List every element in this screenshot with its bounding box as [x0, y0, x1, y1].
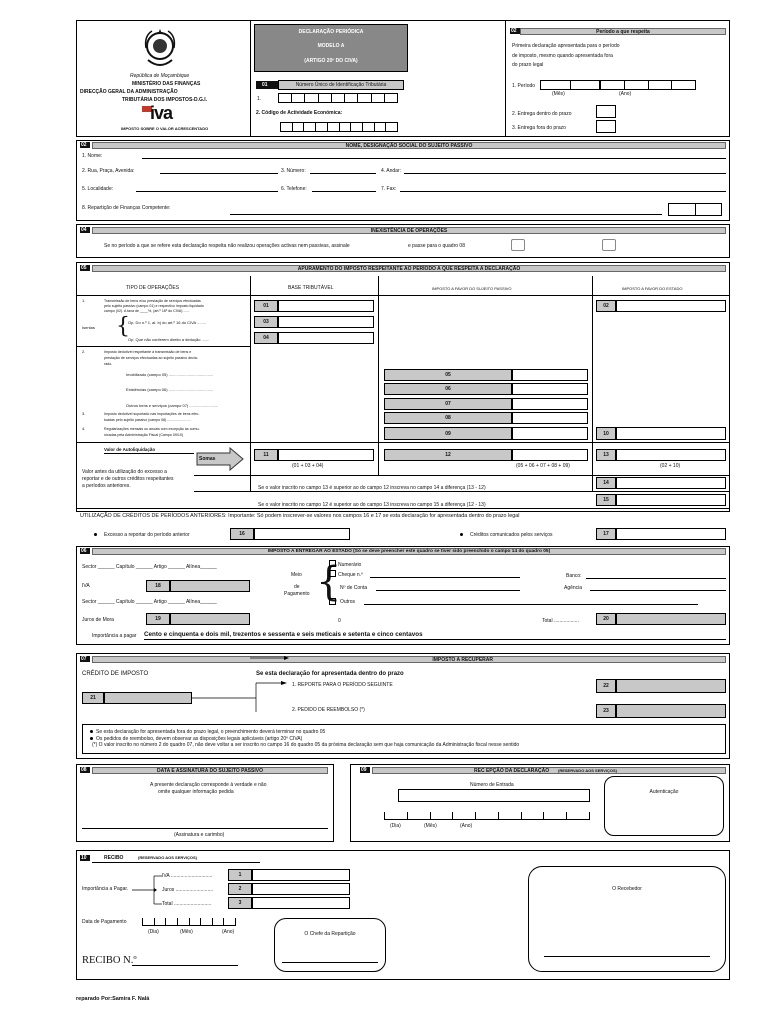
agencia-label: Agência [564, 585, 583, 591]
cae-input[interactable] [280, 122, 398, 132]
section-02-tag: 02 [80, 142, 90, 148]
s05-col-line-1 [250, 276, 251, 491]
op2-line-b: prestação de serviços efectuadas ao sujeito passivo decla- [104, 356, 198, 360]
section-05-tag: 05 [80, 265, 90, 271]
credits-comm-label: Créditos comunicados pelos serviços [470, 532, 553, 538]
field-09-input[interactable] [512, 427, 588, 440]
locality-label: 5. Localidade: [82, 186, 114, 192]
period-text-1: Primeira declaração apresentada para o período [512, 43, 620, 49]
meio-label-2: de [294, 584, 300, 590]
section-09-title-sub: (RESERVADO AOS SERVIÇOS) [558, 768, 617, 773]
state-emblem-icon [142, 26, 178, 70]
field-14-tag: 14 [596, 477, 616, 489]
credits-text: UTILIZAÇÃO DE CRÉDITOS DE PERÍODOS ANTERIORES: Importante: Só podem inscrever-se valores nos campos 16 e 17 se esta declaração for apresentada dentro do prazo legal [80, 513, 520, 519]
reception-month: (Mês) [424, 823, 437, 829]
field-15-tag: 15 [596, 494, 616, 506]
importancia-value: Cento e cinquenta e dois mil, trezentos e sessenta e seis meticais e setenta e cinco centavos [144, 631, 423, 638]
iva-label: IVA [82, 583, 90, 589]
chefe-label: O Chefe da Repartição [304, 931, 356, 937]
signature-label: (Assinatura e carimbo) [174, 832, 225, 838]
iva-logo: iva [150, 103, 173, 123]
outros-label: Outros [340, 599, 356, 605]
payment-date-input[interactable] [142, 918, 236, 926]
chefe-sign-line [282, 962, 378, 963]
op4-line-a: Regularizações mensais ou anuais com excepção às comu- [104, 427, 200, 431]
excess-text-1: Valor antes da utilização do excesso a [82, 469, 167, 475]
op-isenta-1: Op. Do n.º 1, al. b) do art.º 16 do CIVA ........ [128, 320, 206, 325]
s05-col-line-3 [592, 276, 593, 491]
section-07-title: IMPOSTO A RECUPERAR [92, 656, 726, 663]
field-06-input[interactable] [512, 383, 588, 395]
recibo-number-input[interactable] [132, 965, 238, 966]
number-input[interactable] [310, 173, 376, 174]
sum-11-formula: (01 + 03 + 04) [292, 463, 324, 469]
reembolso-option: 2. PEDIDO DE REEMBOLSO (*) [292, 707, 365, 713]
payment-month: (Mês) [180, 929, 193, 935]
field-05-tag: 05 [384, 369, 512, 381]
outros-checkbox[interactable] [329, 598, 336, 605]
recibo-field-3-tag: 3 [228, 897, 252, 909]
auth-label: Autenticação [649, 789, 679, 795]
reception-day: (Dia) [390, 823, 401, 829]
field-04-tag: 04 [254, 332, 278, 344]
nuit-label: Número Único de Identificação Tributária [295, 82, 387, 88]
declaration-text-2: omite qualquer informação pedida [158, 789, 234, 795]
recibo-number-label: RECIBO N.º [82, 955, 137, 966]
excess-text-3: a períodos anteriores. [82, 483, 131, 489]
field-06-tag: 06 [384, 383, 512, 395]
name-label: 1. Nome: [82, 153, 103, 159]
field-19-input[interactable] [170, 613, 250, 625]
field-03-input[interactable] [278, 316, 374, 328]
period-title: Período a que respeita [596, 29, 650, 35]
meio-brace: { [316, 559, 342, 605]
op-isenta-2: Op. Que não conferem direito a dedução ....... [128, 337, 210, 342]
field-20-tag: 20 [596, 613, 616, 625]
field-20-input[interactable] [616, 613, 726, 625]
field-10-input[interactable] [616, 427, 726, 440]
field-18-input[interactable] [170, 580, 250, 592]
field-05-input[interactable] [512, 369, 588, 381]
reception-year: (Ano) [460, 823, 473, 829]
no-operations-text: Se no período a que se refere esta declaração respeita não realizou operações activas nem passivas, assinale [104, 243, 350, 249]
importancia-line [144, 639, 726, 640]
cheque-label: Cheque n.º [338, 572, 363, 578]
recibo-field-3-input[interactable] [252, 897, 350, 909]
period-year-label: (Ano) [619, 91, 632, 97]
isentas-label: Isentas [82, 325, 95, 330]
field-08-tag: 08 [384, 412, 512, 424]
field-12-tag: 12 [384, 449, 512, 461]
field-03-tag: 03 [254, 316, 278, 328]
recebedor-label: O Recebedor [612, 886, 642, 892]
reception-date-input[interactable] [384, 812, 590, 820]
sum-12-formula: (05 + 06 + 07 + 08 + 09) [516, 463, 570, 469]
banco-input[interactable] [586, 578, 726, 579]
s05-row-line-4 [194, 491, 730, 492]
cae-label: 2. Código de Actividade Económica: [256, 110, 343, 116]
in-time-checkbox[interactable] [596, 105, 616, 118]
section-07-tag: 07 [80, 656, 90, 662]
period-year-input[interactable] [600, 80, 696, 90]
office-code-input[interactable] [668, 203, 722, 216]
direction-line-1: DIRECÇÃO GERAL DA ADMINISTRAÇÃO [80, 89, 178, 95]
s05-row-line-3 [194, 475, 730, 476]
section-04-tag: 04 [80, 227, 90, 233]
note-3: (*) O valor inscrito no número 2 do quadro 07, não deve voltar a ser inscrito no campo 16 do quadro 05 da próxima declaração sem que haja comunicação da Administração fiscal nesse sentido [92, 742, 520, 748]
field-15-input[interactable] [616, 494, 726, 506]
somas-label: Somas [199, 456, 216, 462]
credito-label: CRÉDITO DE IMPOSTO [82, 671, 149, 677]
note-2: Os pedidos de reembolso, devem observar as disposições legais aplicáveis (artigo 20º CIVA) [96, 736, 303, 742]
field-17-tag: 17 [596, 528, 616, 540]
zero-value: 0 [338, 618, 341, 624]
recibo-field-2-input[interactable] [252, 883, 350, 895]
no-operations-text-2: e passe para o quadro 08 [408, 243, 465, 249]
op3-line-a: Imposto dedutível suportado nas importações de bens efec- [104, 412, 200, 416]
entrada-label: Número de Entrada [470, 782, 514, 788]
out-time-checkbox[interactable] [596, 120, 616, 133]
field-18-tag: 18 [146, 580, 170, 592]
entrada-input[interactable] [398, 789, 590, 802]
credito-condition: Se esta declaração for apresentada dentro do prazo [256, 671, 404, 677]
fax-label: 7. Fax: [381, 186, 397, 192]
field-11-tag: 11 [254, 449, 278, 461]
s05-col-line-2 [378, 276, 379, 475]
op1-line-c: campo (02). A taxa de ____%, (art.º 16º do CIVA) ...... [104, 309, 190, 313]
importancia-pagar-label: Importância a Pagar. [82, 886, 129, 892]
nuit-tag: 01 [256, 81, 278, 89]
recibo-total-label: Total ........................... [162, 901, 212, 907]
period-text-3: do prazo legal [512, 62, 544, 68]
field-04-input[interactable] [278, 332, 374, 344]
number-label: 3. Número: [281, 168, 306, 174]
section-06-title: IMPOSTO A ENTREGAR AO ESTADO (Só se deve preencher este quadro se tiver sido preenchido o campo 14 do quadro 05) [92, 548, 726, 555]
excess-prev-label: Excesso a reportar do período anterior [104, 532, 190, 538]
outros-bens-label: Outros bens e serviços (campo 07) .......................... [126, 403, 219, 408]
header-divider-1 [250, 20, 251, 137]
field-22-input[interactable] [616, 679, 726, 693]
outros-input[interactable] [364, 604, 698, 605]
s05-header-line [76, 295, 730, 296]
cheque-input[interactable] [370, 577, 520, 578]
field-23-tag: 23 [596, 704, 616, 718]
op4-line-b: nicadas pela Administração Fiscal (Campo 09/10) [104, 433, 184, 437]
section-07-marker-icon [250, 655, 290, 661]
field-17-input[interactable] [616, 528, 726, 540]
period-month-label: (Mês) [552, 91, 565, 97]
conta-label: Nº de Conta [340, 585, 368, 591]
numerario-label: Numerário [338, 562, 362, 568]
title-line-2: MODELO A [317, 43, 345, 49]
op3-line-b: tuadas pelo sujeito passivo (campo 08) ........................ [104, 418, 192, 422]
note-1-bullet [90, 730, 93, 733]
floor-input[interactable] [404, 173, 726, 174]
street-input[interactable] [160, 173, 278, 174]
field-13-input[interactable] [616, 449, 726, 461]
op2-line-a: Imposto dedutível respeitante à transmissão de bens e [104, 350, 192, 354]
sector-line-2: Sector ______ Capítulo ______ Artigo ______ Alínea______ [82, 599, 217, 605]
chefe-box[interactable] [274, 918, 386, 972]
isentas-brace: { [116, 314, 130, 339]
field-10-tag: 10 [596, 427, 616, 440]
locality-input[interactable] [136, 191, 278, 192]
credits-comm-bullet [460, 533, 463, 536]
sector-line-1: Sector ______ Capítulo ______ Artigo ______ Alínea______ [82, 564, 217, 570]
nuit-row-label: 1. [257, 96, 262, 102]
field-16-input[interactable] [254, 528, 350, 540]
street-label: 2. Rua, Praça, Avenida: [82, 168, 135, 174]
prepared-by: reparado Por:Samira F. Nalá [76, 996, 150, 1002]
recebedor-sign-line [544, 956, 710, 957]
section-10-title-sub: (RESERVADO AOS SERVIÇOS) [138, 855, 197, 860]
recibo-field-1-input[interactable] [252, 869, 350, 881]
field-19-tag: 19 [146, 613, 170, 625]
phone-label: 6. Telefone: [281, 186, 307, 192]
rule-14-text: Se o valor inscrito no campo 13 é superior ao do campo 12 inscreva no campo 14 a diferença (13 - 12) [258, 485, 486, 491]
field-21-input[interactable] [104, 692, 192, 704]
declaration-text-1: A presente declaração corresponde à verdade e não [150, 782, 267, 788]
section-06-tag: 06 [80, 548, 90, 554]
field-13-tag: 13 [596, 449, 616, 461]
section-09-tag: 09 [360, 767, 370, 773]
section-08-tag: 08 [80, 767, 90, 773]
field-22-tag: 22 [596, 679, 616, 693]
s05-row-line-5 [76, 508, 730, 509]
nuit-input[interactable] [278, 93, 398, 103]
field-07-input[interactable] [512, 398, 588, 410]
floor-label: 4. Andar: [381, 168, 402, 174]
reporte-option: 1. REPORTE PARA O PERÍODO SEGUINTE [292, 682, 393, 688]
auth-box[interactable] [604, 776, 724, 836]
numerario-checkbox[interactable] [329, 560, 336, 567]
op1-line-a: Transmissão de bens e/ou prestação de serviços efectuadas [104, 299, 201, 303]
field-01-input[interactable] [278, 300, 374, 312]
field-02-tag: 02 [596, 300, 616, 312]
field-14-input[interactable] [616, 477, 726, 489]
recibo-iva-label: IVA .............................. [162, 873, 213, 879]
excess-text-2: reportar e de outros créditos respeitantes [82, 476, 174, 482]
note-2-bullet [90, 737, 93, 740]
op3-num: 3. [82, 411, 86, 416]
header-divider-2 [505, 20, 506, 137]
field-09-tag: 09 [384, 427, 512, 440]
signature-line[interactable] [82, 828, 328, 829]
section-02-title: NOME, DESIGNAÇÃO SOCIAL DO SUJEITO PASSIVO [92, 142, 726, 149]
title-line-1: DECLARAÇÃO PERIÓDICA [298, 29, 364, 35]
col-operations: TIPO DE OPERAÇÕES [126, 285, 180, 291]
imob-label: Imobilizado (campo 05) ........................................ [126, 372, 214, 377]
col-passivo: IMPOSTO A FAVOR DO SUJEITO PASSIVO [432, 286, 512, 291]
field-16-tag: 16 [230, 528, 254, 540]
field-21-tag: 21 [82, 692, 104, 704]
field-11-input[interactable] [278, 449, 374, 461]
meio-label-3: Pagamento [284, 591, 310, 597]
office-input[interactable] [230, 214, 662, 215]
rule-15-text: Se o valor inscrito no campo 12 é superior ao do campo 13 inscreva no campo 15 a diferença (12 - 13) [258, 502, 486, 508]
conta-input[interactable] [376, 590, 520, 591]
payment-day: (Dia) [148, 929, 159, 935]
section-09-title: REC EPÇÃO DA DECLARAÇÃO [474, 768, 550, 774]
field-23-input[interactable] [616, 704, 726, 718]
section-04-title: INEXISTÊNCIA DE OPERAÇÕES [92, 227, 726, 234]
out-time-label: 3. Entrega fora do prazo [512, 125, 566, 131]
autoliq-label: Valor de Autoliquidação [104, 447, 156, 452]
op1-line-b: pelo sujeito passivo (campo 01) e respectivo imposto liquidado [104, 304, 204, 308]
section-08-title: DATA E ASSINATURA DO SUJEITO PASSIVO [92, 767, 328, 774]
recibo-field-1-tag: 1 [228, 869, 252, 881]
payment-year: (Ano) [222, 929, 235, 935]
excess-prev-bullet [94, 533, 97, 536]
banco-label: Banco: [566, 573, 582, 579]
section-02-frame [76, 140, 730, 221]
field-12-input[interactable] [512, 449, 588, 461]
iva-logo-sub: IMPOSTO SOBRE O VALOR ACRESCENTADO [121, 126, 209, 131]
section-08-frame [76, 764, 334, 842]
op2-num: 2. [82, 349, 86, 354]
agencia-input[interactable] [590, 590, 726, 591]
s05-row-line-1 [76, 346, 250, 347]
s05-row-line-2 [76, 442, 730, 443]
section-10-title-line [92, 862, 260, 863]
office-label: 8. Repartição de Finanças Competente: [82, 205, 171, 211]
name-input[interactable] [142, 158, 726, 159]
phone-input[interactable] [312, 191, 376, 192]
op4-num: 4. [82, 426, 86, 431]
period-text-2: de imposto, mesmo quando apresentada fora [512, 53, 613, 59]
col-base: BASE TRIBUTÁVEL [288, 285, 334, 291]
section-05-title: APURAMENTO DO IMPOSTO RESPEITANTE AO PERÍODO A QUE RESPEITA A DECLARAÇÃO [92, 265, 726, 272]
no-operations-checkbox-2[interactable] [602, 239, 616, 251]
importancia-arrow-icon [132, 873, 164, 907]
cheque-checkbox[interactable] [329, 570, 336, 577]
title-line-3: (ARTIGO 20º DO CIVA) [304, 58, 358, 64]
importancia-label: Importância a pagar [92, 633, 137, 639]
section-10-title: RECIBO [104, 855, 124, 861]
credit-bracket-icon [192, 680, 288, 716]
field-07-tag: 07 [384, 398, 512, 410]
period-tag: 02 [510, 28, 520, 34]
note-1: Se esta declaração for apresentada fora do prazo legal, o preenchimento deverá terminar no quadro 05 [96, 729, 326, 735]
juros-label: Juros de Mora [82, 617, 114, 623]
meio-label-1: Meio [291, 572, 302, 578]
direction-line-2: TRIBUTÁRIA DOS IMPOSTOS-D.G.I. [122, 97, 208, 103]
fax-input[interactable] [400, 191, 726, 192]
period-month-input[interactable] [540, 80, 600, 90]
field-01-tag: 01 [254, 300, 278, 312]
recibo-field-2-tag: 2 [228, 883, 252, 895]
op2-line-c: rado. [104, 362, 113, 366]
op1-num: 1. [82, 298, 86, 303]
autoliq-divider [104, 453, 194, 454]
ministry-line-2: MINISTÉRIO DAS FINANÇAS [132, 81, 201, 87]
col-estado: IMPOSTO A FAVOR DO ESTADO [622, 286, 683, 291]
ministry-line-1: República de Moçambique [130, 73, 190, 79]
no-operations-checkbox-1[interactable] [511, 239, 525, 251]
sum-13-formula: (02 + 10) [660, 463, 681, 469]
total-label: Total .................. [542, 618, 579, 624]
field-08-input[interactable] [512, 412, 588, 424]
recibo-juros-label: Juros ........................... [162, 887, 214, 893]
field-02-input[interactable] [616, 300, 726, 312]
exist-label: Existências (campo 06) ........................................ [126, 387, 214, 392]
period-label: 1. Período [512, 83, 536, 89]
payment-date-label: Data de Pagamento [82, 919, 127, 925]
in-time-label: 2. Entrega dentro do prazo [512, 111, 572, 117]
section-10-tag: 10 [80, 855, 90, 861]
